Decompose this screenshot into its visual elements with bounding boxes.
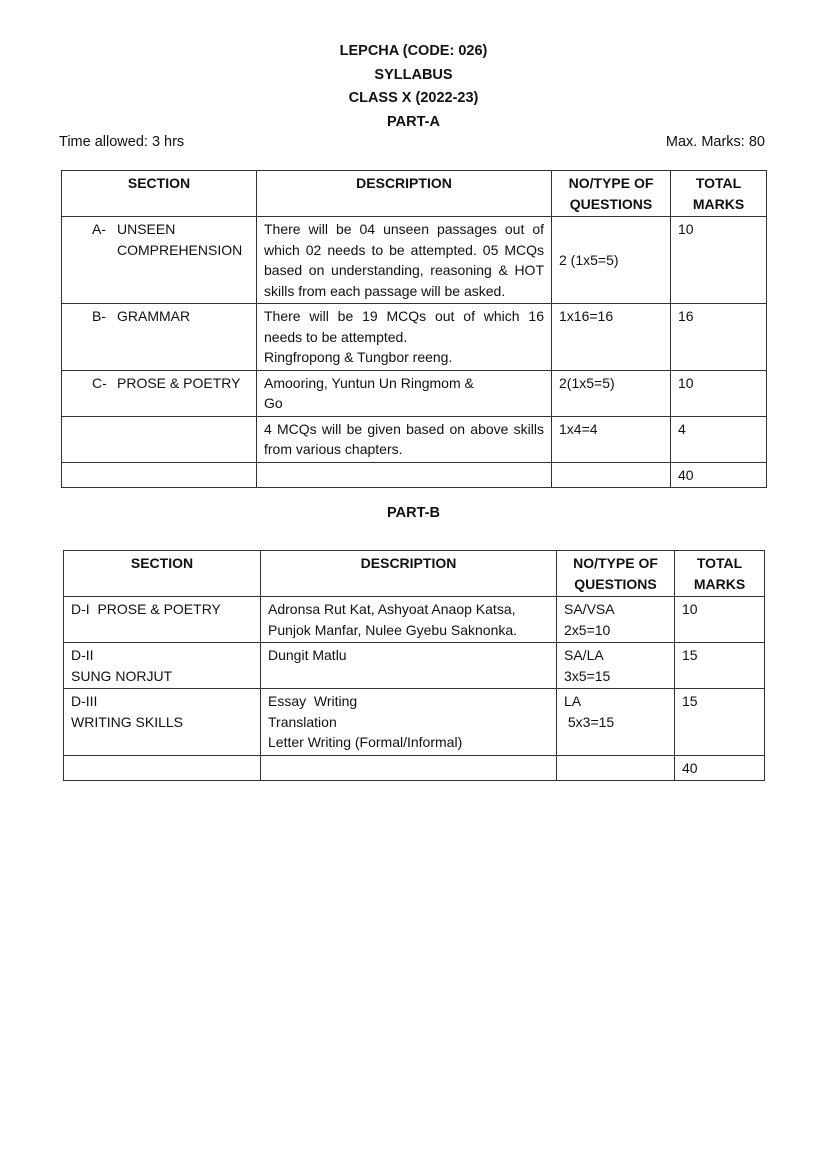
table-header-row	[62, 171, 767, 217]
section-cell: D-II SUNG NORJUT	[64, 643, 261, 689]
column-header-marks: TOTAL MARKS	[671, 171, 767, 217]
description-cell: Dungit Matlu	[261, 643, 557, 689]
time-allowed: Time allowed: 3 hrs	[59, 134, 185, 150]
column-header-section: SECTION	[62, 171, 257, 217]
total-row	[64, 755, 765, 781]
part-b-table	[63, 550, 765, 781]
description-cell: There will be 19 MCQs out of which 16 needs to be attempted. Ringfropong & Tungbor reeng.	[257, 304, 552, 371]
total-marks: 40	[675, 755, 765, 781]
table-row	[64, 597, 765, 643]
questions-cell: 2(1x5=5)	[552, 370, 671, 416]
section-cell: D-III WRITING SKILLS	[64, 689, 261, 756]
section-cell: D-I PROSE & POETRY	[64, 597, 261, 643]
table-row	[62, 370, 767, 416]
total-marks: 40	[671, 462, 767, 488]
description-cell: 4 MCQs will be given based on above skills from various chapters.	[257, 416, 552, 462]
syllabus-heading: SYLLABUS	[374, 66, 453, 83]
column-header-questions: NO/TYPE OF QUESTIONS	[557, 551, 675, 597]
subject-title: LEPCHA (CODE: 026)	[339, 43, 488, 59]
questions-cell: 2 (1x5=5)	[552, 217, 671, 304]
questions-cell: 1x4=4	[552, 416, 671, 462]
table-row	[62, 217, 767, 304]
column-header-section: SECTION	[64, 551, 261, 597]
marks-cell: 16	[671, 304, 767, 371]
column-header-questions: NO/TYPE OF QUESTIONS	[552, 171, 671, 217]
marks-cell: 15	[675, 689, 765, 756]
description-cell: Amooring, Yuntun Un Ringmom & Go	[257, 370, 552, 416]
column-header-description: DESCRIPTION	[257, 171, 552, 217]
part-a-table	[61, 170, 767, 488]
questions-cell: SA/LA 3x5=15	[557, 643, 675, 689]
description-cell: Essay Writing Translation Letter Writing (Formal/Informal)	[261, 689, 557, 756]
marks-cell: 10	[671, 370, 767, 416]
marks-cell: 4	[671, 416, 767, 462]
part-b-heading: PART-B	[387, 505, 440, 521]
marks-cell: 10	[671, 217, 767, 304]
column-header-marks: TOTAL MARKS	[675, 551, 765, 597]
description-cell: Adronsa Rut Kat, Ashyoat Anaop Katsa, Punjok Manfar, Nulee Gyebu Saknonka.	[261, 597, 557, 643]
section-cell	[62, 416, 257, 462]
part-a-heading: PART-A	[387, 113, 440, 130]
questions-cell: 1x16=16	[552, 304, 671, 371]
section-cell: C- PROSE & POETRY	[62, 370, 257, 416]
questions-cell: LA 5x3=15	[557, 689, 675, 756]
column-header-description: DESCRIPTION	[261, 551, 557, 597]
table-row	[62, 304, 767, 371]
table-header-row	[64, 551, 765, 597]
marks-cell: 15	[675, 643, 765, 689]
description-cell: There will be 04 unseen passages out of which 02 needs to be attempted. 05 MCQs based on understanding, reasoning & HOT skills from each passage will be asked.	[257, 217, 552, 304]
table-row	[64, 689, 765, 756]
table-row	[62, 416, 767, 462]
section-cell: A- UNSEEN COMPREHENSION	[62, 217, 257, 304]
marks-cell: 10	[675, 597, 765, 643]
document-title-block	[0, 40, 827, 134]
section-cell: B- GRAMMAR	[62, 304, 257, 371]
table-row	[64, 643, 765, 689]
total-row	[62, 462, 767, 488]
class-heading: CLASS X (2022-23)	[348, 90, 479, 106]
max-marks: Max. Marks: 80	[665, 134, 765, 150]
questions-cell: SA/VSA 2x5=10	[557, 597, 675, 643]
